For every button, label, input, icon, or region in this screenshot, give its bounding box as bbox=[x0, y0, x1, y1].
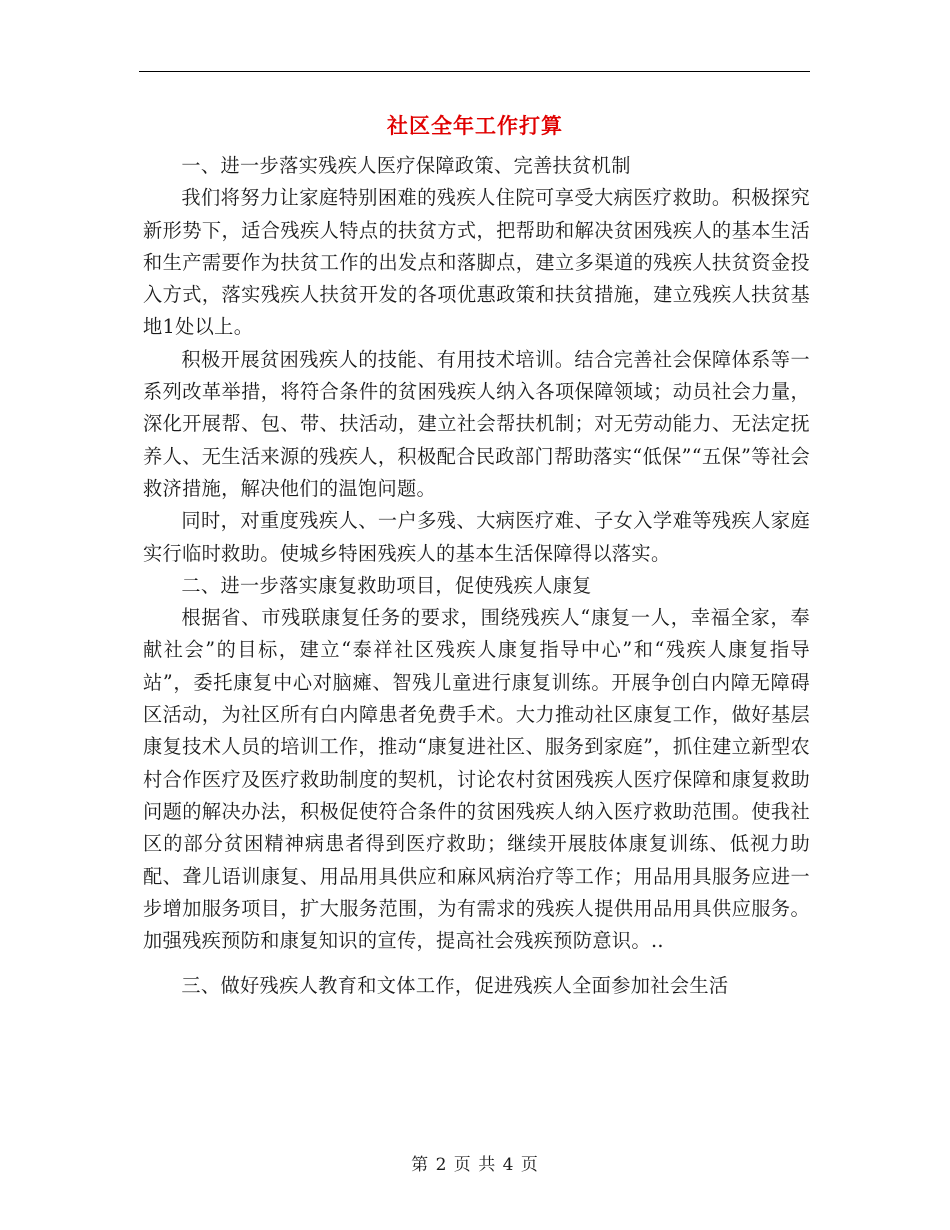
document-body bbox=[143, 150, 810, 1003]
body-paragraph: 积极开展贫困残疾人的技能、有用技术培训。结合完善社会保障体系等一系列改革举措，将符合条件的贫困残疾人纳入各项保障领域；动员社会力量，深化开展帮、包、带、扶活动，建立社会帮扶机制；对无劳动能力、无法定抚养人、无生活来源的残疾人，积极配合民政部门帮助落实“低保”“五保”等社会救济措施，解决他们的温饱问题。 bbox=[143, 347, 810, 500]
section-heading-3: 三、做好残疾人教育和文体工作，促进残疾人全面参加社会生活 bbox=[181, 974, 729, 998]
document-title: 社区全年工作打算 bbox=[387, 113, 563, 138]
section-heading-2: 二、进一步落实康复救助项目，促使残疾人康复 bbox=[181, 573, 592, 597]
section-heading-1: 一、进一步落实残疾人医疗保障政策、完善扶贫机制 bbox=[181, 154, 631, 177]
header-rule bbox=[139, 71, 810, 72]
body-paragraph: 同时，对重度残疾人、一户多残、大病医疗难、子女入学难等残疾人家庭实行临时救助。使城乡特困残疾人的基本生活保障得以落实。 bbox=[143, 509, 810, 565]
body-paragraph: 我们将努力让家庭特别困难的残疾人住院可享受大病医疗救助。积极探究新形势下，适合残疾人特点的扶贫方式，把帮助和解决贫困残疾人的基本生活和生产需要作为扶贫工作的出发点和落脚点，建立多渠道的残疾人扶贫资金投入方式，落实残疾人扶贫开发的各项优惠政策和扶贫措施，建立残疾人扶贫基地1处以上。 bbox=[143, 186, 810, 339]
page-footer: 第 2 页 共 4 页 bbox=[411, 1155, 539, 1175]
body-paragraph: 根据省、市残联康复任务的要求，围绕残疾人“康复一人，幸福全家，奉献社会”的目标，建立“泰祥社区残疾人康复指导中心”和“残疾人康复指导站”，委托康复中心对脑瘫、智残儿童进行康复训练。开展争创白内障无障碍区活动，为社区所有白内障患者免费手术。大力推动社区康复工作，做好基层康复技术人员的培训工作，推动“康复进社区、服务到家庭”，抓住建立新型农村合作医疗及医疗救助制度的契机，讨论农村贫困残疾人医疗保障和康复救助问题的解决办法，积极促使符合条件的贫困残疾人纳入医疗救助范围。使我社区的部分贫困精神病患者得到医疗救助；继续开展肢体康复训练、低视力助配、聋儿语训康复、用品用具供应和麻风病治疗等工作；用品用具服务应进一步增加服务项目，扩大服务范围，为有需求的残疾人提供用品用具供应服务。加强残疾预防和康复知识的宣传，提高社会残疾预防意识。.. bbox=[143, 606, 810, 953]
